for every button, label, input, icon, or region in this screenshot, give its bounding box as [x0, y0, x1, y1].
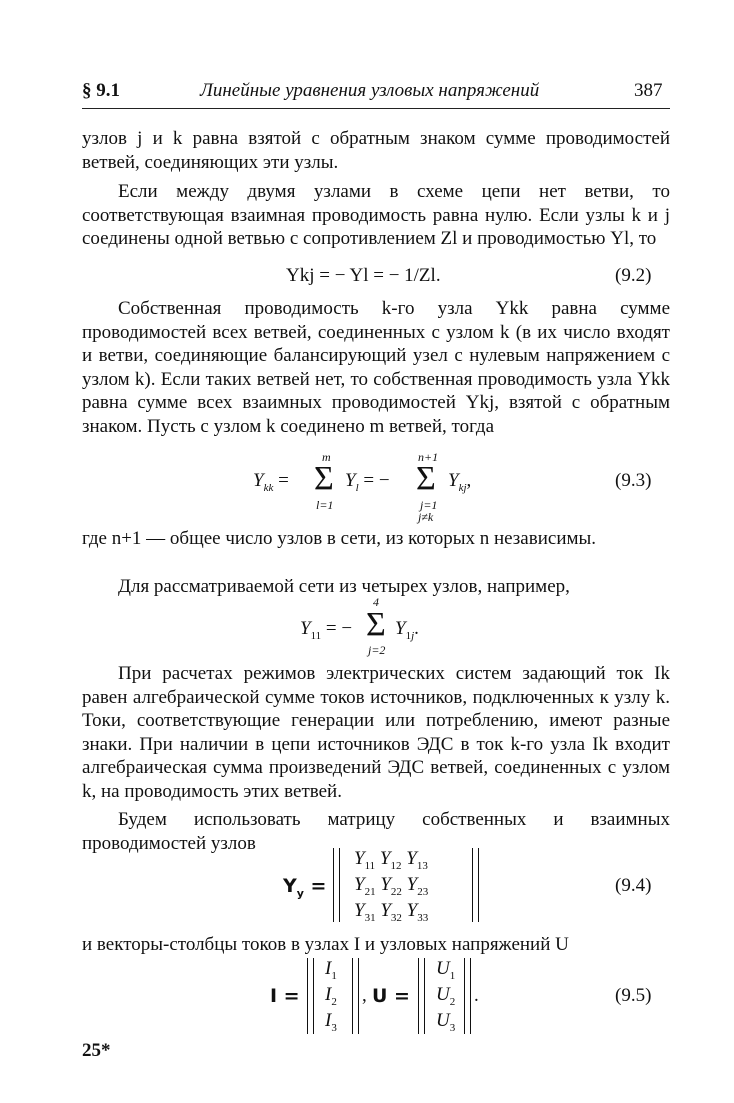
- matrix-row-1: $Y_{11}$ $Y_{12}$ $Y_{13}$: [354, 848, 428, 872]
- header-page-number: 387: [634, 80, 663, 101]
- equation-9-5-number: (9.5): [615, 985, 652, 1006]
- header-rule: [82, 108, 670, 109]
- header-title: Линейные уравнения узловых напряжений: [200, 80, 540, 101]
- book-page: § 9.1 Линейные уравнения узловых напряжений 387 узлов j и k равна взятой с обратным знаком сумме проводимостей ветвей, соединяющих эти узлы. Если между двумя узлами в схеме цепи нет ветви, то соответствующая взаимная проводимость равна нулю. Если узлы k и j соединены одной ветвью с сопротивлением Zl и проводимостью Yl, то Ykj = − Yl = − 1/Zl. (9.2) Собственная проводимость k-го узла Ykk равна сумме проводимостей всех ветвей, соединенных с узлом k (в их число входят и ветви, соединяющие балансирующий узел с нулевым напряжением с узлом k). Если таких ветвей нет, то собственная проводимость узла Ykk равна сумме всех взаимных проводимостей Ykj, взятой с обратным знаком. Пусть с узлом k соединено m ветвей, тогда $Y_{kk}$ = m Σ l=1 $Y_l$ = − n+1 Σ j=1 j≠k $Y_{kj}$, (9.3) где n+1 — общее число узлов в сети, из которых n независимы. Для рассматриваемой сети из четырех узлов, например, $Y_{11}$ = − 4 Σ j=2 $Y_{1j}$. При расчетах режимов электрических систем задающий ток Ik равен алгебраической сумме токов источников, подключенных к узлу k. Токи, соответствующие генерации или потреблению, имеют разные знаки. При наличии в цепи источников ЭДС в ток k-го узла Ik входит алгебраическая сумма произведений ЭДС ветвей, соединенных с узлом k, на проводимость этих ветвей. Будем использовать матрицу собственных и взаимных проводимостей узлов $Y_y$ = $Y_{11}$ $Y_{12}$ $Y_{13}$ $Y_{21}$ $Y_{22}$ $Y_{23}$ $Y_{31}$ $Y_{32}$ $Y_{33}$ (9.4) и векторы-столбцы токов в узлах I и узловых напряжений U I = $I_1$ $I_2$ $I_3$ , U = $U_1$ $U_2$ $U_3$ . (9.5) 25*: [82, 80, 670, 1061]
- paragraph-5: При расчетах режимов электрических систем задающий ток Ik равен алгебраической сумме токов источников, подключенных к узлу k. Токи, соответствующие генерации или потреблению, имеют разные знаки. При наличии в цепи источников ЭДС в ток k-го узла Ik входит алгебраическая сумма произведений ЭДС ветвей, соединенных с узлом k, на проводимость этих ветвей.: [82, 663, 670, 802]
- paragraph-4: Для рассматриваемой сети из четырех узлов, например,: [118, 576, 570, 597]
- paragraph-2: Собственная проводимость k-го узла Ykk равна сумме проводимостей всех ветвей, соединенных с узлом k (в их число входят и ветви, соединяющие балансирующий узел с нулевым напряжением с узлом k). Если таких ветвей нет, то собственная проводимость узла Ykk равна сумме всех взаимных проводимостей Ykj, взятой с обратным знаком. Пусть с узлом k соединено m ветвей, тогда: [82, 298, 670, 437]
- header-section: § 9.1: [82, 80, 120, 101]
- equation-9-2-number: (9.2): [615, 265, 652, 286]
- equation-9-3-number: (9.3): [615, 470, 652, 491]
- matrix-row-3: $Y_{31}$ $Y_{32}$ $Y_{33}$: [354, 900, 429, 924]
- paragraph-0: узлов j и k равна взятой с обратным знаком сумме проводимостей ветвей, соединяющих эти узлы.: [82, 128, 670, 173]
- paragraph-6: Будем использовать матрицу собственных и взаимных проводимостей узлов: [82, 809, 670, 854]
- equation-9-4-number: (9.4): [615, 875, 652, 896]
- paragraph-1: Если между двумя узлами в схеме цепи нет ветви, то соответствующая взаимная проводимость равна нулю. Если узлы k и j соединены одной ветвью с сопротивлением Zl и проводимостью Yl, то: [82, 181, 670, 250]
- signature-mark: 25*: [82, 1040, 111, 1061]
- paragraph-3: где n+1 — общее число узлов в сети, из которых n независимы.: [82, 528, 597, 549]
- matrix-row-2: $Y_{21}$ $Y_{22}$ $Y_{23}$: [354, 874, 429, 898]
- paragraph-7: и векторы-столбцы токов в узлах I и узловых напряжений U: [82, 934, 569, 955]
- equation-9-2: Ykj = − Yl = − 1/Zl.: [286, 265, 441, 286]
